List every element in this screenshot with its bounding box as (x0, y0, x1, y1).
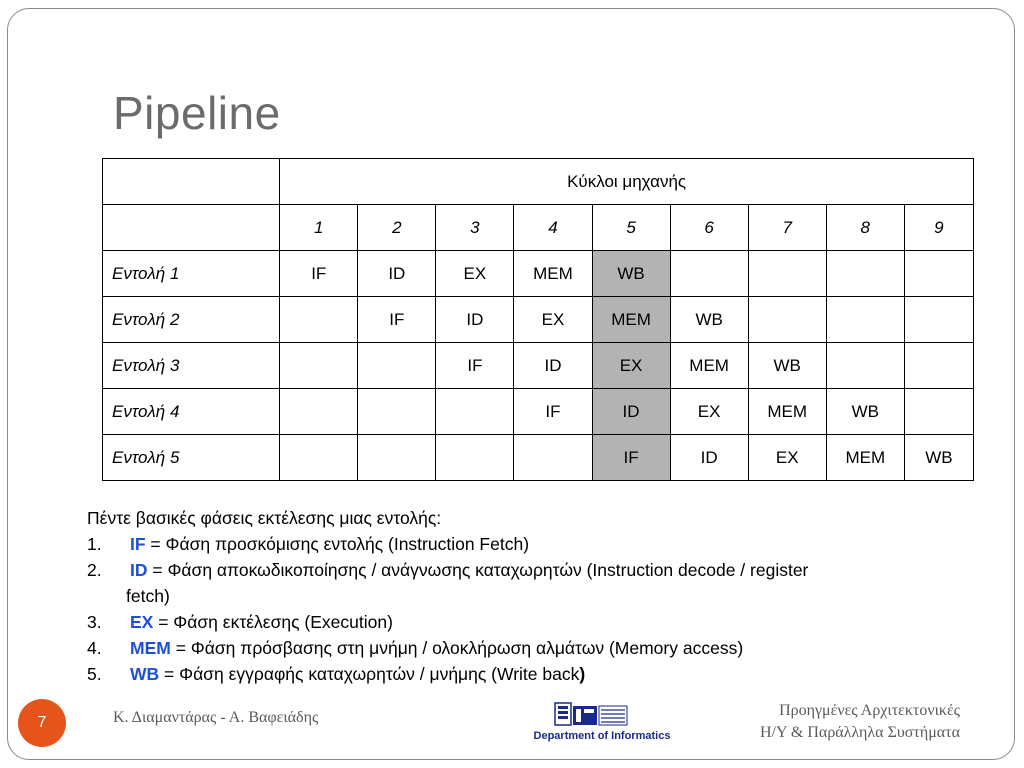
phase-description: = Φάση πρόσβασης στη μνήμη / ολοκλήρωση αλμάτων (Memory access) (170, 638, 744, 658)
slide-title: Pipeline (113, 87, 281, 139)
cycle-number: 5 (592, 205, 670, 251)
stage-cell: IF (514, 389, 592, 435)
stage-cell: WB (904, 435, 973, 481)
table-header-row (103, 159, 974, 205)
table-row (103, 297, 974, 343)
stage-cell (748, 297, 826, 343)
list-item (87, 557, 967, 583)
phase-description: = Φάση προσκόμισης εντολής (Instruction Fetch) (145, 534, 530, 554)
stage-cell (280, 297, 358, 343)
stage-cell: EX (514, 297, 592, 343)
stage-cell-highlighted: EX (592, 343, 670, 389)
stage-cell: EX (436, 251, 514, 297)
stage-cell (436, 389, 514, 435)
stage-cell: IF (280, 251, 358, 297)
list-item (87, 531, 967, 557)
cycle-number: 8 (826, 205, 904, 251)
list-item (87, 661, 967, 687)
instruction-label: Εντολή 4 (103, 389, 280, 435)
cycle-number: 6 (670, 205, 748, 251)
list-number: 1. (87, 534, 102, 554)
phase-description-continued: fetch) (126, 586, 170, 606)
stage-cell (514, 435, 592, 481)
phase-description: = Φάση εκτέλεσης (Execution) (153, 612, 393, 632)
stage-cell (904, 343, 973, 389)
stage-cell-highlighted: ID (592, 389, 670, 435)
phase-abbreviation: IF (130, 534, 146, 554)
stage-cell: ID (670, 435, 748, 481)
list-number: 4. (87, 638, 102, 658)
pipeline-table (102, 158, 974, 481)
cycle-number: 2 (358, 205, 436, 251)
list-item (87, 635, 967, 661)
cycle-number: 3 (436, 205, 514, 251)
stage-cell-highlighted: WB (592, 251, 670, 297)
instruction-label: Εντολή 3 (103, 343, 280, 389)
notes-intro: Πέντε βασικές φάσεις εκτέλεσης μιας εντολής: (87, 508, 442, 528)
stage-cell: WB (748, 343, 826, 389)
phase-abbreviation: EX (130, 612, 154, 632)
phase-abbreviation: ID (130, 560, 148, 580)
stage-cell (904, 389, 973, 435)
stage-cell: MEM (748, 389, 826, 435)
cycles-header: Κύκλοι μηχανής (280, 159, 974, 205)
stage-cell: WB (826, 389, 904, 435)
stage-cell (358, 435, 436, 481)
cycle-number: 7 (748, 205, 826, 251)
stage-cell (826, 251, 904, 297)
stage-cell-highlighted: IF (592, 435, 670, 481)
stage-cell (358, 389, 436, 435)
cycle-number: 1 (280, 205, 358, 251)
stage-cell: ID (358, 251, 436, 297)
stage-cell: IF (436, 343, 514, 389)
cycle-number: 9 (904, 205, 973, 251)
list-number: 2. (87, 560, 102, 580)
stage-cell: EX (670, 389, 748, 435)
course-line-2: Η/Υ & Παράλληλα Συστήματα (759, 724, 960, 741)
stage-cell: MEM (826, 435, 904, 481)
cycle-number: 4 (514, 205, 592, 251)
instruction-label: Εντολή 2 (103, 297, 280, 343)
phase-description: = Φάση αποκωδικοποίησης / ανάγνωσης καταχωρητών (Instruction decode / register (147, 560, 809, 580)
phase-notes (87, 505, 967, 687)
phase-abbreviation: MEM (130, 638, 171, 658)
stage-cell (280, 435, 358, 481)
cycle-number-row (103, 205, 974, 251)
closing-paren: ) (579, 664, 586, 684)
stage-cell: ID (436, 297, 514, 343)
stage-cell (826, 343, 904, 389)
stage-cell: IF (358, 297, 436, 343)
phase-abbreviation: WB (130, 664, 160, 684)
instruction-label: Εντολή 1 (103, 251, 280, 297)
stage-cell (436, 435, 514, 481)
stage-cell: ID (514, 343, 592, 389)
stage-cell: MEM (514, 251, 592, 297)
list-item (87, 609, 967, 635)
stage-cell (670, 251, 748, 297)
list-number: 3. (87, 612, 102, 632)
stage-cell-highlighted: MEM (592, 297, 670, 343)
corner-cell (103, 159, 280, 205)
stage-cell (904, 297, 973, 343)
stage-cell (358, 343, 436, 389)
stage-cell (904, 251, 973, 297)
stage-cell (826, 297, 904, 343)
stage-cell (280, 389, 358, 435)
department-logo (527, 700, 677, 746)
logo-caption: Department of Informatics (533, 730, 671, 742)
footer-authors: Κ. Διαμαντάρας - Α. Βαφειάδης (113, 709, 319, 726)
corner-cell (103, 205, 280, 251)
page-number: 7 (37, 714, 47, 731)
course-line-1: Προηγμένες Αρχιτεκτονικές (779, 702, 960, 719)
stage-cell: WB (670, 297, 748, 343)
footer-course (760, 700, 960, 744)
instruction-label: Εντολή 5 (103, 435, 280, 481)
table-row (103, 435, 974, 481)
stage-cell (748, 251, 826, 297)
table-row (103, 389, 974, 435)
stage-cell: EX (748, 435, 826, 481)
page-number-badge (18, 699, 66, 747)
stage-cell (280, 343, 358, 389)
list-number: 5. (87, 664, 102, 684)
table-row (103, 343, 974, 389)
phase-description: = Φάση εγγραφής καταχωρητών / μνήμης (Write back (159, 664, 580, 684)
stage-cell: MEM (670, 343, 748, 389)
table-row (103, 251, 974, 297)
